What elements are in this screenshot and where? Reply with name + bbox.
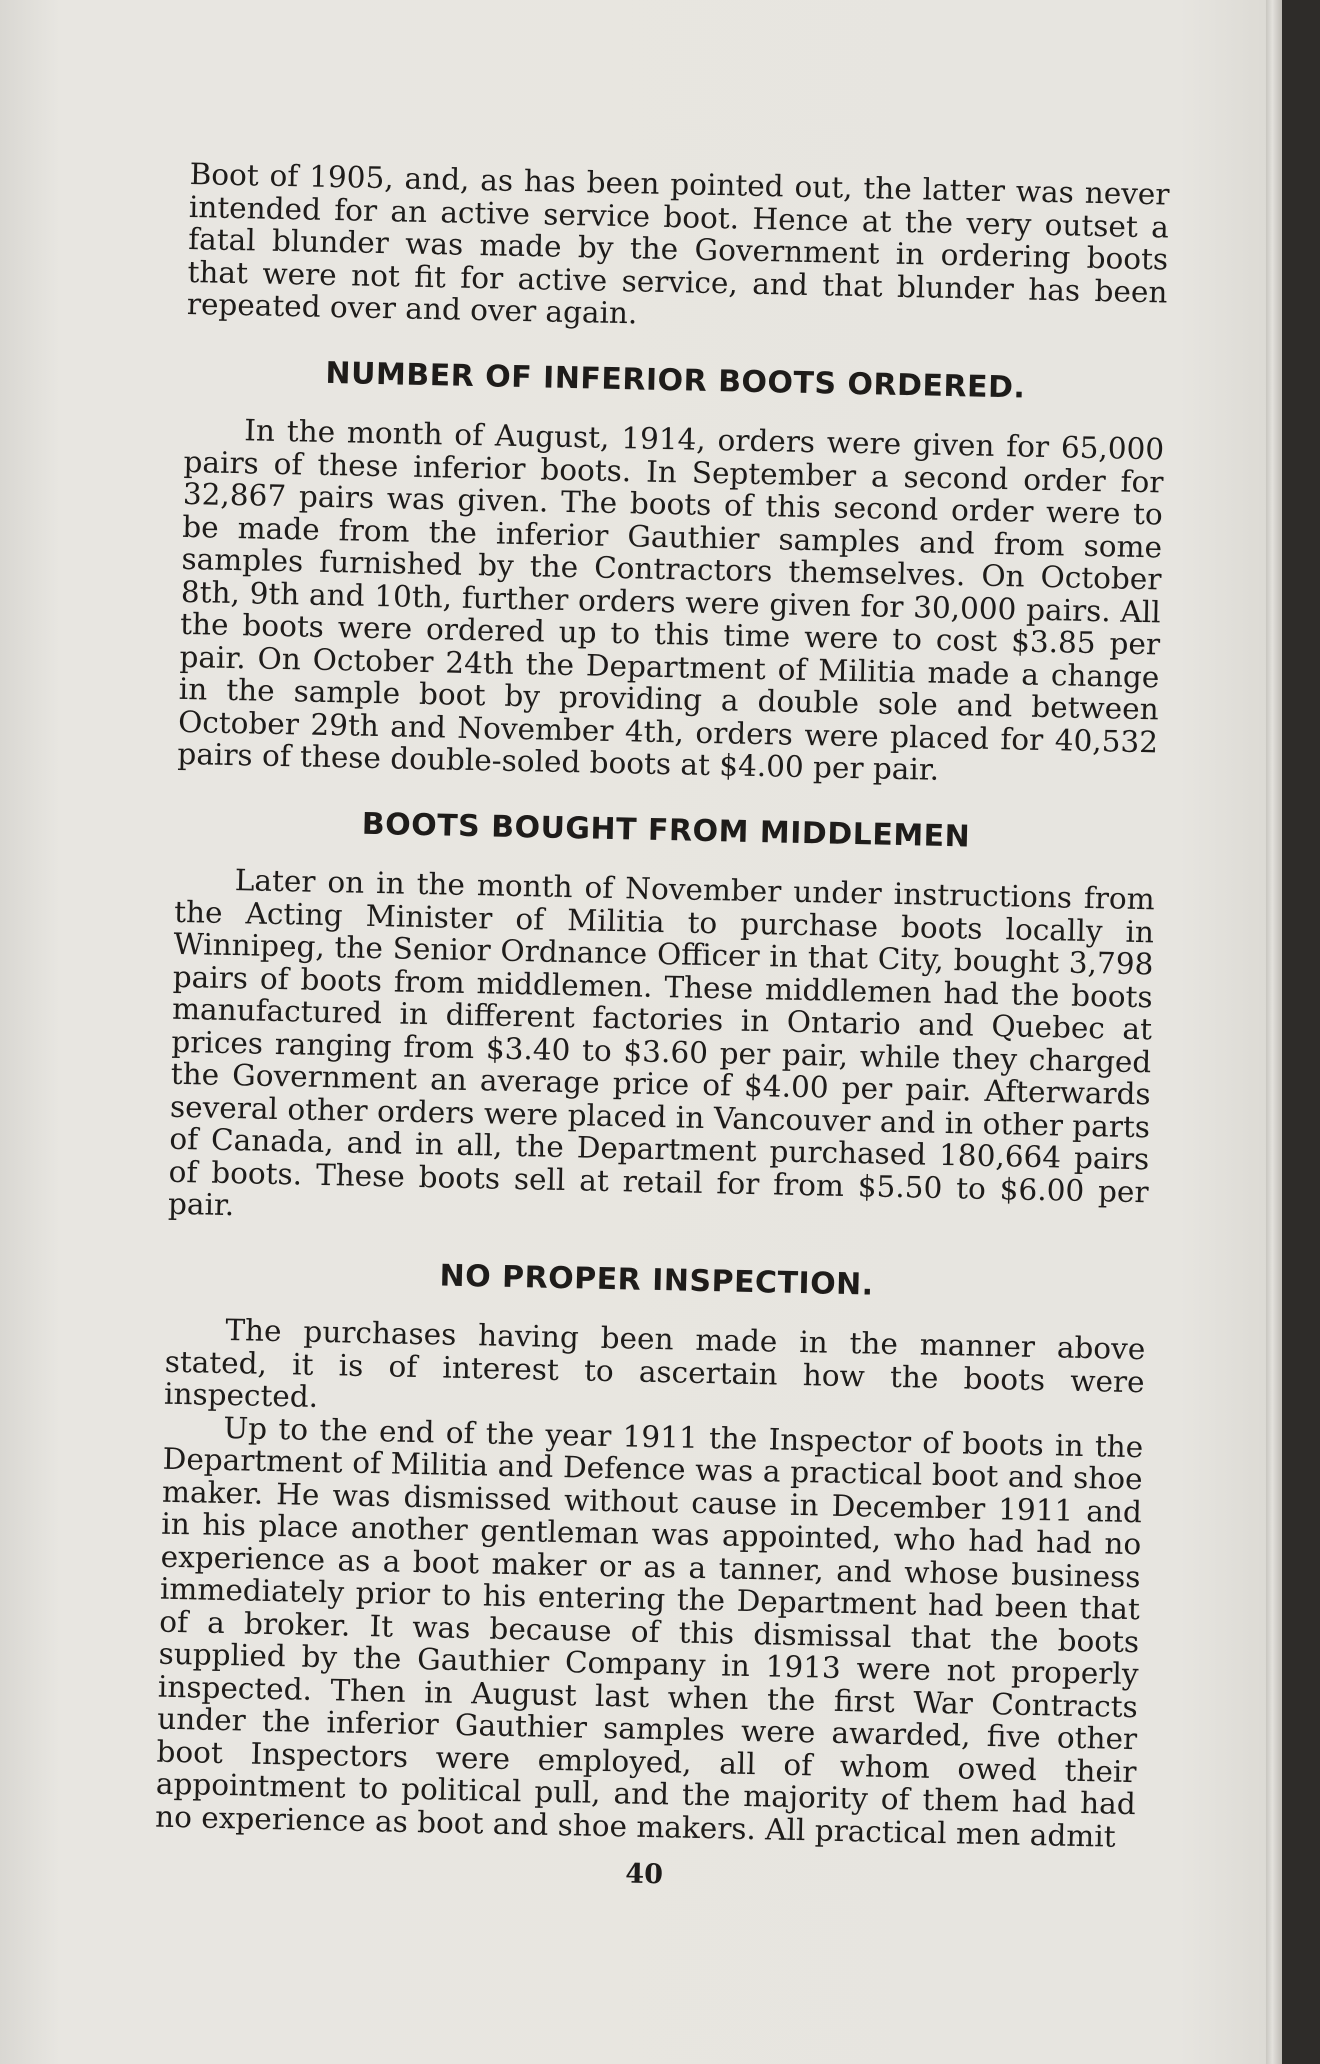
section-heading-inferior-boots: NUMBER OF INFERIOR BOOTS ORDERED. xyxy=(325,355,1026,406)
page-number: 40 xyxy=(625,1858,664,1891)
section-heading-inspection: NO PROPER INSPECTION. xyxy=(439,1257,875,1303)
book-spine-edge xyxy=(1266,0,1282,2064)
paragraph: In the month of August, 1914, orders were given for 65,000 pairs of these inferior boots. In September a second order for 32,867 pairs was given. The boots of this second order were to be made from the inferior Gauthier samples and from some samples furnished by the Contractors themselves. On October 8th, 9th and 10th, further orders were given for 30,000 pairs. All the boots were ordered up to this time were to cost $3.85 per pair. On October 24th the Department of Militia made a change in the sample boot by providing a double sole and between October 29th and November 4th, orders were placed for 40,532 pairs of these double-soled boots at $4.00 per pair. xyxy=(177,413,1165,787)
paragraph: The purchases having been made in the manner above stated, it is of interest to ascertain how the boots were inspected. xyxy=(163,1313,1146,1414)
paragraph: Up to the end of the year 1911 the Inspector of boots in the Department of Militia and Defence was a practical boot and shoe maker. He was dismissed without cause in December 1911 and in his place another gentleman was appointed, who had had no experience as a boot maker or as a tanner, and whose business immediately prior to his entering the Department had been that of a broker. It was because of this dismissal that the boots supplied by the Gauthier Company in 1913 were not properly inspected. Then in August last when the first War Contracts under the inferior Gauthier samples were awarded, five other boot Inspectors were employed, all of whom owed their appointment to political pull, and the majority of them had had no experience as boot and shoe makers. All practical men admit xyxy=(154,1410,1144,1854)
paragraph: Boot of 1905, and, as has been pointed out, the latter was never intended for an active service boot. Hence at the very outset a fatal blunder was made by the Government in ordering boots that were not fit for active service, and that blunder has been repeated over and over again. xyxy=(186,157,1170,331)
page-text-block xyxy=(154,158,1170,1902)
section-heading-middlemen: BOOTS BOUGHT FROM MIDDLEMEN xyxy=(361,806,971,854)
paragraph: Later on in the month of November under instructions from the Acting Minister of Militia to purchase boots locally in Winnipeg, the Senior Ordnance Officer in that City, bought 3,798 pairs of boots from middlemen. These middlemen had the boots manufactured in different factories in Ontario and Quebec at prices ranging from $3.40 to $3.60 per pair, while they charged the Government an average price of $4.00 per pair. Afterwards several other orders were placed in Vancouver and in other parts of Canada, and in all, the Department purchased 180,664 pairs of boots. These boots sell at retail for from $5.50 to $6.00 per pair. xyxy=(167,863,1156,1223)
